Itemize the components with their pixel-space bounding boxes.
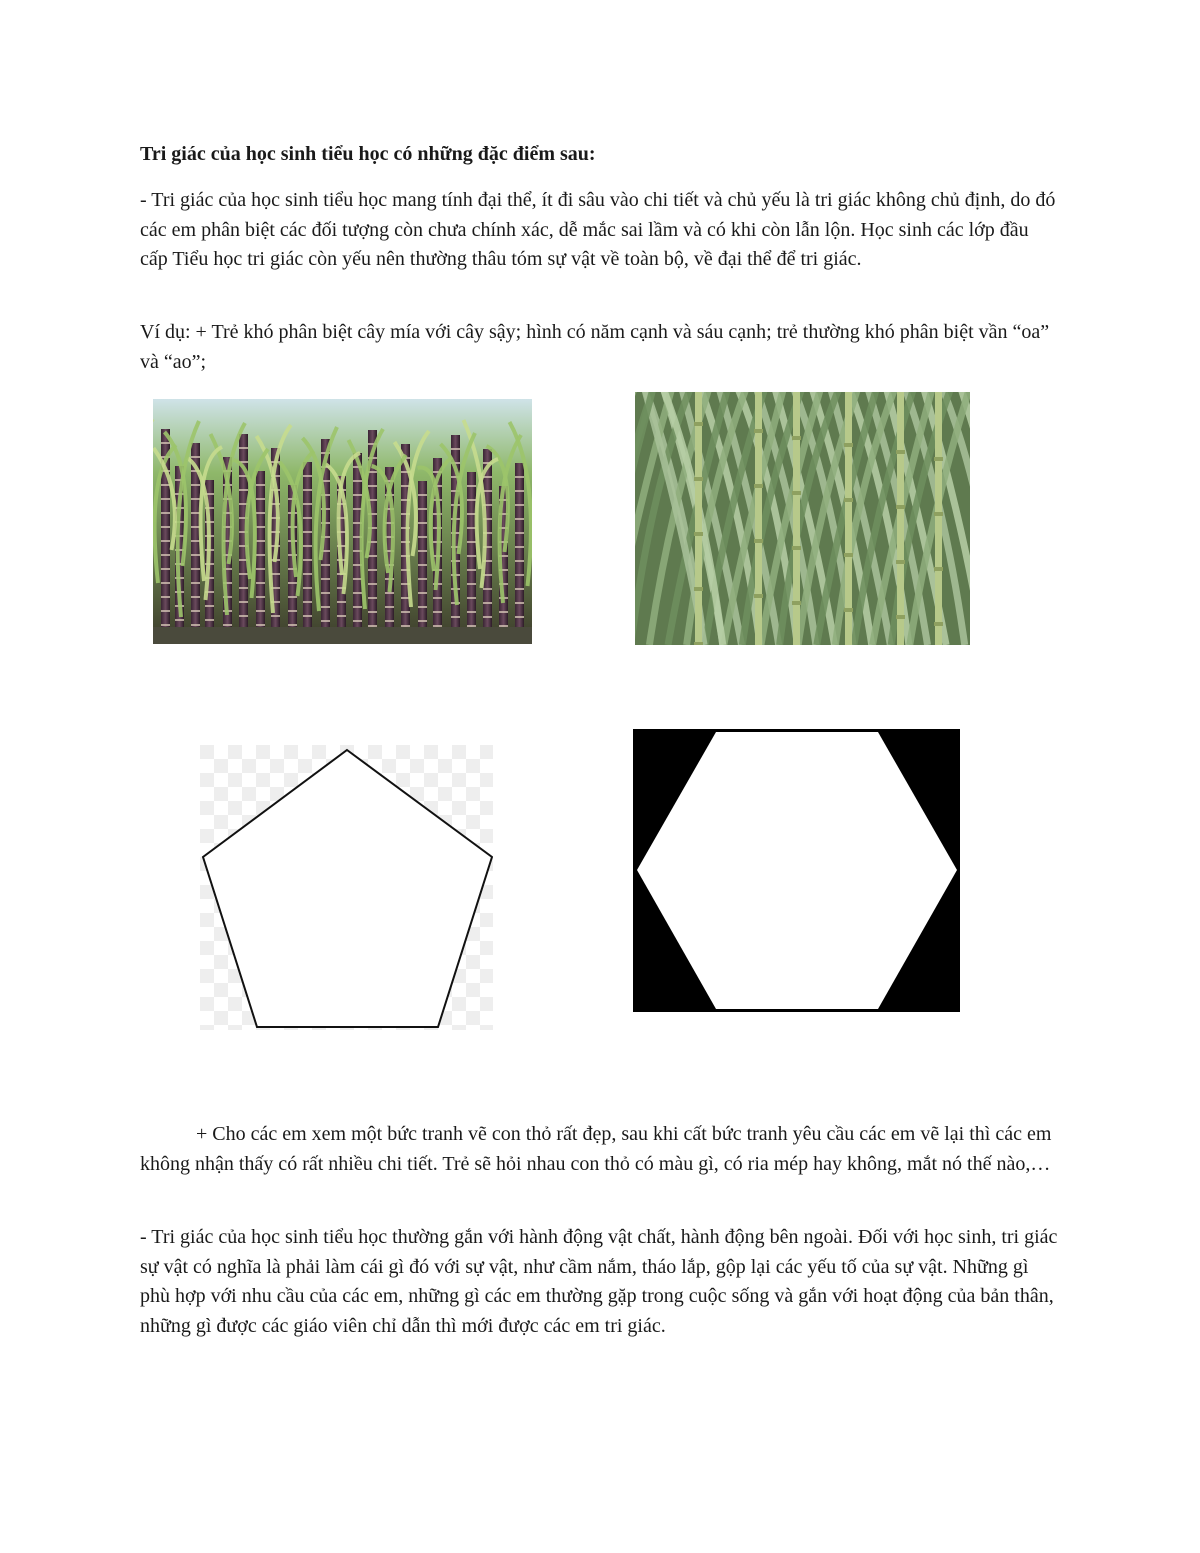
reed-photo <box>635 392 970 645</box>
section-heading: Tri giác của học sinh tiểu học có những đặc điểm sau: <box>140 143 596 165</box>
sugarcane-photo <box>153 399 532 644</box>
paragraph-example: Ví dụ: + Trẻ khó phân biệt cây mía với cây sậy; hình có năm cạnh và sáu cạnh; trẻ thường khó phân biệt vần “oa” và “ao”; <box>140 321 1050 373</box>
pentagon-figure <box>200 745 493 1030</box>
hexagon-figure <box>633 729 960 1012</box>
paragraph-action-perception: - Tri giác của học sinh tiểu học thường gắn với hành động vật chất, hành động bên ngoài. Đối với học sinh, tri giác sự vật có nghĩa là phải làm cái gì đó với sự vật, như cầm nắm, tháo lắp, gộp lại các yếu tố của sự vật. Những gì phù hợp với nhu cầu của các em, những gì các em thường gặp trong cuộc sống và gắn với hoạt động của bản thân, những gì được các giáo viên chỉ dẫn thì mới được các em tri giác. <box>140 1226 1058 1337</box>
paragraph-perception-general: - Tri giác của học sinh tiểu học mang tính đại thể, ít đi sâu vào chi tiết và chủ yếu là tri giác không chủ định, do đó các em phân biệt các đối tượng còn chưa chính xác, dễ mắc sai lầm và có khi còn lẫn lộn. Học sinh các lớp đầu cấp Tiểu học tri giác còn yếu nên thường thâu tóm sự vật về toàn bộ, về đại thể để tri giác. <box>140 189 1056 270</box>
paragraph-rabbit-example: + Cho các em xem một bức tranh vẽ con thỏ rất đẹp, sau khi cất bức tranh yêu cầu các em vẽ lại thì các em không nhận thấy có rất nhiều chi tiết. Trẻ sẽ hỏi nhau con thỏ có màu gì, có ria mép hay không, mắt nó thế nào,… <box>140 1123 1052 1175</box>
